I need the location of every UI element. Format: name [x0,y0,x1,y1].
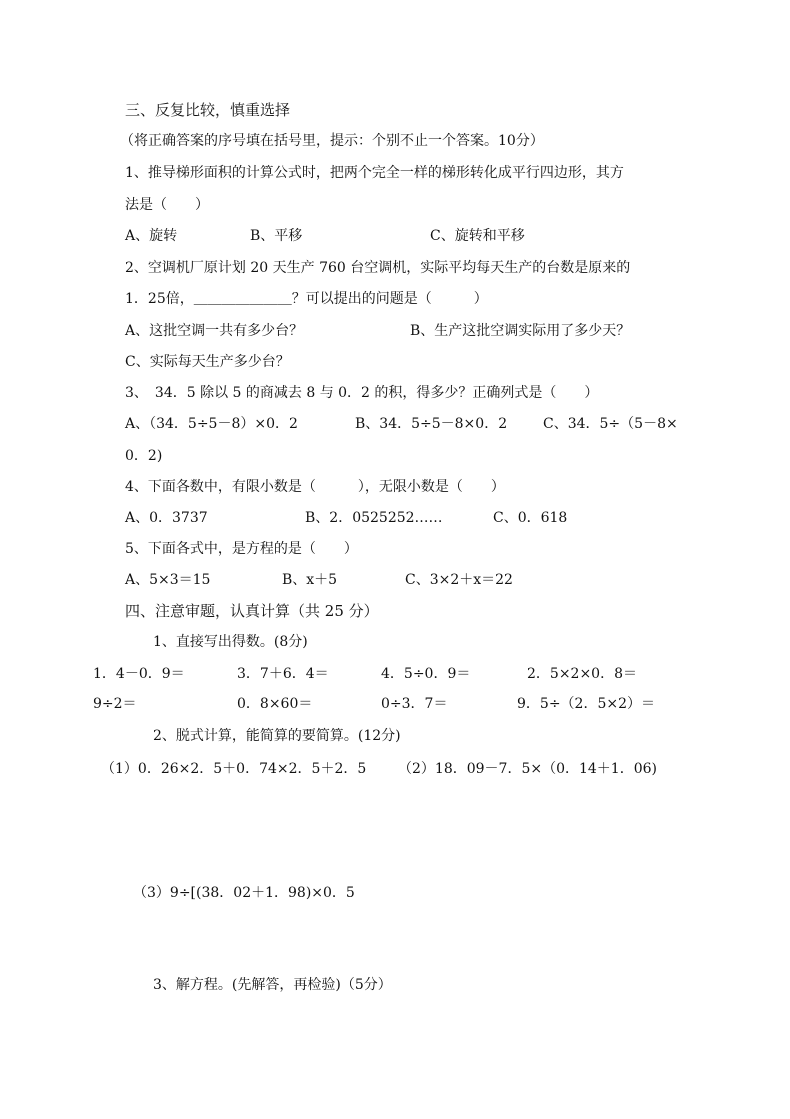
part-1-title: 1、直接写出得数。(8分) [153,634,308,650]
q5-option-a: A、5×3＝15 [125,572,211,588]
q1-option-a: A、旋转 [125,228,178,244]
q3-option-c: C、34．5÷（5－8× [543,416,678,432]
oral-calc-5: 9÷2＝ [93,696,137,712]
q1-option-b: B、平移 [250,228,303,244]
section-3-instruction: （将正确答案的序号填在括号里，提示：个别不止一个答案。10分） [120,133,544,149]
oral-calc-1: 1．4－0．9＝ [93,666,185,682]
q2-text-cont: 1．25倍，＿＿＿＿＿＿＿？可以提出的问题是（ ） [125,291,488,307]
oral-calc-8: 9．5÷（2．5×2）＝ [517,696,655,712]
q3-option-c-cont: 0．2) [125,448,163,464]
section-3-title: 三、反复比较，慎重选择 [125,101,291,119]
q5-option-b: B、x＋5 [282,572,338,588]
q4-option-a: A、0．3737 [125,510,208,526]
oral-calc-2: 3．7＋6．4＝ [237,666,329,682]
q2-text: 2、空调机厂原计划 20 天生产 760 台空调机，实际平均每天生产的台数是原来的 [125,260,631,276]
q5-text: 5、下面各式中，是方程的是（ ） [125,541,358,557]
q4-option-b: B、2．0525252…… [305,510,443,526]
q2-option-b: B、生产这批空调实际用了多少天？ [410,323,631,339]
section-4-title: 四、注意审题，认真计算（共 25 分） [125,602,379,620]
q2-option-c: C、实际每天生产多少台？ [125,354,290,370]
q3-option-b: B、34．5÷5－8×0．2 [355,416,508,432]
oral-calc-4: 2．5×2×0．8＝ [527,666,637,682]
q4-text: 4、下面各数中，有限小数是（ ），无限小数是（ ） [125,479,505,495]
q5-option-c: C、3×2＋x＝22 [405,572,513,588]
oral-calc-6: 0．8×60＝ [237,696,313,712]
q4-option-c: C、0．618 [493,510,568,526]
part-2-title: 2、脱式计算，能简算的要简算。(12分) [153,728,401,744]
q1-text-cont: 法是（ ） [125,197,209,213]
q1-text: 1、推导梯形面积的计算公式时，把两个完全一样的梯形转化成平行四边形，其方 [125,165,624,181]
q3-text: 3、 34．5 除以 5 的商减去 8 与 0．2 的积，得多少？正确列式是（ ） [125,385,599,401]
oral-calc-7: 0÷3．7＝ [381,696,448,712]
part-3-title: 3、解方程。(先解答，再检验)（5分） [153,977,392,993]
calc-item-1: （1）0．26×2．5＋0．74×2．5＋2．5 [101,761,367,777]
calc-item-3: （3）9÷[(38．02＋1．98)×0．5 [133,885,355,901]
q1-option-c: C、旋转和平移 [430,228,525,244]
calc-item-2: （2）18．09－7．5×（0．14＋1．06) [398,761,657,777]
q3-option-a: A、（34．5÷5－8）×0．2 [125,416,298,432]
oral-calc-3: 4．5÷0．9＝ [381,666,471,682]
q2-option-a: A、这批空调一共有多少台？ [125,323,304,339]
